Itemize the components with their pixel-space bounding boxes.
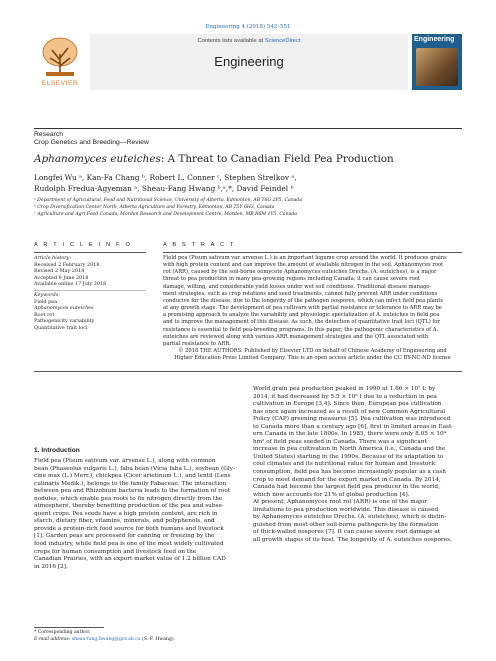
- author-line-1[interactable]: Longfei Wu ᵃ, Kan-Fa Chang ᵇ, Robert L. Conner ᶜ, Stephen Strelkov ᵃ,: [34, 173, 297, 182]
- body-line: which now accounts for 21% of global production [4].: [253, 491, 410, 498]
- body-line: provide a protein-rich food source for both humans and livestock: [34, 525, 224, 532]
- copyright-line-1: © 2018 THE AUTHORS. Published by Elsevier LTD on behalf of Chinese Academy of Engineering and: [178, 348, 447, 355]
- elsevier-tree-icon: [40, 36, 80, 78]
- body-line: nodules, which enable pea roots to fix nitrogen directly from the: [34, 495, 223, 502]
- copyright-line-2[interactable]: Higher Education Press Limited Company. This is an open access article under the CC BY-NC-ND license: [174, 355, 451, 362]
- body-line: culinaris Medik.), belongs to the family Fabaceae. The interaction: [34, 480, 227, 487]
- intro-left-column: [34, 458, 243, 571]
- body-line: crop to meet demand for the export market in Canada. By 2014,: [253, 476, 441, 483]
- body-line: food industry, while field pea is one of the most widely cultivated: [34, 541, 224, 548]
- history-accepted: Accepted 8 June 2018: [34, 274, 89, 281]
- abstract-line: euteiches are reviewed along with various ARR management strategies and the QTL associated with: [163, 333, 429, 340]
- body-line: United States) starting in the 1990s. Because of its adaptation to: [253, 453, 444, 460]
- header-rule: [34, 128, 462, 129]
- contents-prefix: Contents lists available at: [197, 38, 265, 44]
- keyword-item: Field pea: [34, 298, 58, 305]
- body-line: guished from most other soil-borne pathogens by the formation: [253, 521, 439, 528]
- body-line: cultivation in Europe [3,4]. Since then, European pea cultivation: [253, 401, 442, 408]
- corresponding-author: * Corresponding author.: [34, 630, 91, 635]
- keyword-item: Root rot: [34, 311, 55, 318]
- body-line: to Canada more than a century ago [6], first in limited areas in East-: [253, 423, 454, 430]
- keyword-item: Quantitative trait loci: [34, 324, 88, 331]
- journal-cover[interactable]: [412, 34, 462, 90]
- keyword-item: Aphanomyces euteiches: [34, 305, 94, 312]
- abstract-text: [163, 255, 462, 362]
- email-link[interactable]: sheau-fang.hwang@gov.ab.ca: [71, 637, 141, 642]
- abstract-line: a promising approach to analyze the variability and physiologic specialization of A. euteiches in field pea: [163, 312, 440, 319]
- contents-line: [90, 38, 408, 44]
- journal-title[interactable]: Engineering: [214, 54, 284, 69]
- affiliation-b: ᵇ Crop Diversification Center North, Alberta Agriculture and Forestry, Edmonton, AB T5Y 6H3, Canada: [34, 205, 275, 210]
- body-line: At present, Aphanomyces root rot (ARR) is one of the major: [253, 499, 428, 506]
- abstract-line: ment strategies, such as crop rotations and seed treatments, cannot fully prevent ARR under conditions: [163, 290, 438, 297]
- abstract-line: Field pea (Pisum sativum var. arvense L.) is an important legume crop around the world. It produces grains: [163, 255, 447, 261]
- section-label: Research: [34, 131, 64, 138]
- abstract-line: partial resistance to ARR.: [163, 340, 231, 347]
- body-line: between pea and Rhizobium bacteria leads to the formation of root: [34, 488, 231, 495]
- article-history: [34, 255, 146, 288]
- abstract-line: damage, wilting, and considerable yield losses under wet soil conditions. Traditional disease manage-: [163, 283, 432, 290]
- affiliation-c: ᶜ Agriculture and Agri-Food Canada, Morden Research and Development Centre, Morden, MB R6M 1Y5, Canada: [34, 212, 298, 217]
- body-line: limitations to pea production worldwide. This disease is caused: [253, 506, 439, 513]
- journal-reference[interactable]: Engineering 4 (2018) 542–551: [205, 24, 291, 30]
- body-line: [1]. Garden peas are processed for canning or freezing by the: [34, 533, 215, 540]
- body-line: in 2016 [2].: [34, 563, 68, 570]
- article-info-heading: A R T I C L E I N F O: [34, 242, 133, 248]
- body-line: crops for human consumption and livestock feed on the: [34, 548, 197, 555]
- body-line: consumption, field pea has become increasingly popular as a cash: [253, 469, 446, 476]
- affiliation-a: ᵃ Department of Agricultural, Food and Nutritional Science, University of Alberta, Edmonton, AB T6G 2P5, Canada: [34, 198, 303, 203]
- body-line: atmosphere, thereby benefiting production of the pea and subse-: [34, 503, 224, 510]
- email-label: E-mail address:: [34, 637, 72, 642]
- info-divider: [34, 290, 146, 291]
- history-online: Available online 17 July 2018: [34, 281, 107, 288]
- body-line: all growth stages of its host. The longevity of A. euteiches oospores,: [253, 536, 452, 543]
- body-line: of thick-walled oospores [7]. It can cause severe root damage at: [253, 529, 441, 536]
- body-line: Canada had become the largest field pea producer in the world,: [253, 484, 440, 491]
- keywords: [34, 292, 146, 332]
- body-line: Policy (CAP) greening measures [5]. Pea cultivation was introduced: [253, 416, 451, 423]
- sciencedirect-link[interactable]: ScienceDirect: [264, 38, 301, 44]
- footnote-rule: [34, 627, 104, 628]
- cover-image: [416, 48, 458, 86]
- body-line: Field pea (Pisum sativum var. arvense L.), along with common: [34, 458, 216, 464]
- intro-heading: 1. Introduction: [34, 447, 80, 454]
- keywords-label: Keywords:: [34, 292, 60, 298]
- body-line: cine max (L.) Merr.), chickpea (Cicer arietinum L.), and lentil (Lens: [34, 473, 231, 480]
- publisher-logo[interactable]: [34, 34, 86, 90]
- journal-header: [34, 34, 462, 92]
- author-line-2[interactable]: Rudolph Fredua-Agyeman ᵃ, Sheau-Fang Hwang ᵇ,ᵃ,*, David Feindel ᵇ: [34, 184, 294, 193]
- body-line: has once again increased as a result of new Common Agricultural: [253, 408, 446, 415]
- abstract-line: resistance is essential to field pea-breeding programs. In this paper, the pathogenic characteristics of A.: [163, 326, 439, 333]
- abstract-line: conducive for the disease, due to the longevity of the pathogen oospores, which can infect field pea plants: [163, 297, 443, 304]
- body-line: ern Canada in the late 1800s. In 1985, there were only 8.05 × 10⁴: [253, 431, 447, 438]
- body-line: by Aphanomyces euteiches Drechs. (A. euteiches), which is distin-: [253, 514, 447, 521]
- body-line: hm² of field peas seeded in Canada. There was a significant: [253, 438, 427, 445]
- article-title: [34, 153, 394, 165]
- body-line: bean (Phaseolus vulgaris L.), faba bean (Vicia faba L.), soybean (Gly-: [34, 465, 235, 472]
- body-line: World grain pea production peaked in 1990 at 1.66 × 10⁷ t; by: [253, 386, 436, 392]
- abstract-line: with high protein content and can improve the amount of available nitrogen in the soil. Aphanomyces root: [163, 262, 444, 269]
- journal-banner: [90, 34, 408, 90]
- history-label: Article history:: [34, 255, 72, 261]
- history-revised: Revised 2 May 2018: [34, 268, 85, 275]
- body-line: quent crops. Pea seeds have a high protein content, are rich in: [34, 510, 218, 517]
- body-line: Canadian Prairies, with an export market value of 1.2 billion CAD: [34, 556, 226, 563]
- abstract-line: threat to pea production in many pea-growing regions including Canada; it can cause severe root: [163, 276, 420, 283]
- history-received: Received 2 February 2018: [34, 261, 100, 268]
- body-line: 2014, it had decreased by 5.5 × 10⁶ t due to a reduction in pea: [253, 393, 437, 400]
- publisher-name: ELSEVIER: [41, 80, 79, 87]
- keyword-item: Pathogenicity variability: [34, 318, 95, 325]
- body-line: cool climates and its nutritional value for human and livestock: [253, 461, 436, 468]
- author-email: [34, 637, 194, 643]
- abstract-heading: A B S T R A C T: [163, 242, 236, 248]
- title-species: Aphanomyces euteiches: [34, 153, 161, 165]
- abstract-line: rot (ARR), caused by the soil-borne oomycete Aphanomyces euteiches Drechs. (A. euteiches), is a major: [163, 269, 437, 276]
- info-rule: [34, 252, 146, 253]
- email-tail: (S.-F. Hwang).: [140, 637, 176, 642]
- body-line: starch, dietary fiber, vitamins, minerals, and polyphenols, and: [34, 518, 215, 525]
- body-line: increase in pea cultivation in North America (i.e., Canada and the: [253, 446, 446, 453]
- intro-right-column: [253, 386, 462, 544]
- cover-title: Engineering: [414, 36, 455, 43]
- section-category: Crop Genetics and Breeding—Review: [34, 139, 149, 146]
- abstract-rule: [163, 252, 462, 253]
- title-rest: : A Threat to Canadian Field Pea Production: [160, 153, 394, 165]
- abstract-line: at any growth stage. The development of pea cultivars with partial resistance or tolerance to ARR may be: [163, 305, 442, 312]
- abstract-bottom-rule: [34, 371, 462, 372]
- abstract-line: and to improve the management of this disease. As such, the detection of quantitative trait loci (QTL) for: [163, 319, 440, 326]
